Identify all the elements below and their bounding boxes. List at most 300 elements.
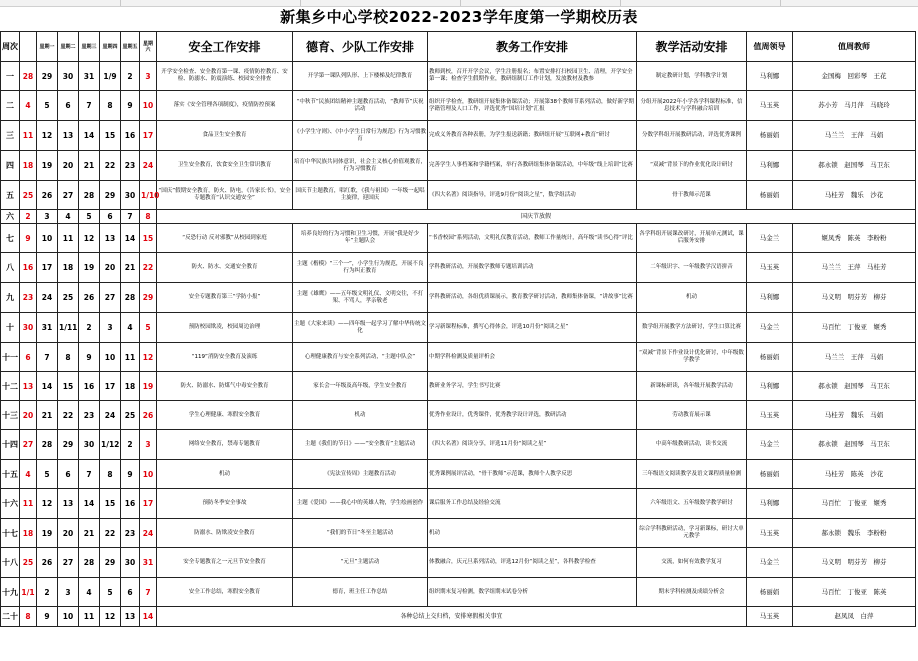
day-header: 星期六 <box>140 32 157 62</box>
date-cell: 15 <box>100 121 121 151</box>
date-cell: 2 <box>79 313 100 343</box>
date-cell: 7 <box>37 343 58 372</box>
date-cell: 7 <box>79 460 100 489</box>
duty-teacher-cell: 马桂芳 魏乐 沙花 <box>793 181 916 210</box>
date-cell: 29 <box>58 430 79 460</box>
merged-note-cell: 国庆节放假 <box>157 210 916 224</box>
moral-cell: 《宪法宣传周》主题教育活动 <box>293 460 428 489</box>
date-cell: 18 <box>121 372 140 401</box>
safety-header: 安全工作安排 <box>157 32 293 62</box>
date-cell: 14 <box>121 224 140 253</box>
date-cell: 17 <box>100 372 121 401</box>
duty-teacher-cell: 姬凤秀 陈英 李粉粉 <box>793 224 916 253</box>
duty-teacher-cell: 马桂芳 陈英 沙花 <box>793 460 916 489</box>
date-cell: 22 <box>100 151 121 181</box>
activity-cell: 劳动教育展示课 <box>637 401 747 430</box>
duty-leader-cell: 马利娜 <box>747 372 793 401</box>
safety-cell: “119”消防安全教育及演练 <box>157 343 293 372</box>
date-cell: 21 <box>37 401 58 430</box>
date-cell: 3 <box>140 430 157 460</box>
safety-cell: 安全工作总结，寒假安全教育 <box>157 578 293 607</box>
week-start-date: 8 <box>20 607 37 627</box>
activity-cell: 交流，如何有效教学复习 <box>637 548 747 578</box>
duty-teacher-cell: 郝永锁 赵国琴 马卫东 <box>793 151 916 181</box>
activity-cell: 三年级语文阅读教学及语文课程质量检测 <box>637 460 747 489</box>
week-start-date: 18 <box>20 519 37 548</box>
duty-teacher-cell: 苏小芳 马月萍 马晓玲 <box>793 91 916 121</box>
duty-leader-cell: 杨丽娟 <box>747 181 793 210</box>
week-number: 二十 <box>1 607 20 627</box>
moral-cell: 主题《大家来读》——四年级一起学习了解中华传统文化 <box>293 313 428 343</box>
moral-cell: 培养良好的行为习惯和卫生习惯，开展“我是好少年”主题队会 <box>293 224 428 253</box>
teaching-cell: 学科教研活动，各组优质课展示，教育教学研讨活动，教师集体备课，“讲故事”比赛 <box>428 283 637 313</box>
safety-cell: “反恐行动 反对邪教”从校园到家庭 <box>157 224 293 253</box>
date-cell: 21 <box>121 253 140 283</box>
date-cell: 12 <box>140 343 157 372</box>
moral-header: 德育、少队工作安排 <box>293 32 428 62</box>
safety-cell: 食品卫生安全教育 <box>157 121 293 151</box>
moral-cell: 心理健康教育与安全系列活动，“主题中队会” <box>293 343 428 372</box>
safety-cell: 学生心理健康、寒假安全教育 <box>157 401 293 430</box>
activity-cell: “双减”背景下作业设计优化研讨，中年级数学教学 <box>637 343 747 372</box>
date-cell: 28 <box>37 430 58 460</box>
duty-teacher-cell: 金国梅 回彩琴 王花 <box>793 62 916 91</box>
duty-leader-cell: 马金兰 <box>747 313 793 343</box>
duty-leader-cell: 杨丽娟 <box>747 121 793 151</box>
safety-cell: 防火、防溺水、防煤气中毒安全教育 <box>157 372 293 401</box>
week-start-date: 27 <box>20 430 37 460</box>
week-start-date: 11 <box>20 121 37 151</box>
date-cell: 21 <box>79 519 100 548</box>
date-cell: 20 <box>58 519 79 548</box>
week-number: 十九 <box>1 578 20 607</box>
date-cell: 9 <box>121 91 140 121</box>
teaching-cell: 优秀课例展评活动，“骨干教师”示范课，教师个人教学反思 <box>428 460 637 489</box>
date-cell: 31 <box>37 313 58 343</box>
safety-cell: 预防冬季安全事故 <box>157 489 293 519</box>
date-cell: 4 <box>121 313 140 343</box>
week-row <box>1 62 916 91</box>
duty-leader-cell: 马金兰 <box>747 430 793 460</box>
duty-teacher-cell: 马兰兰 王萍 马桂芳 <box>793 253 916 283</box>
week-row <box>1 578 916 607</box>
merged-note-cell: 各种总结上交归档，安排寒假相关事宜 <box>157 607 747 627</box>
date-cell: 27 <box>58 181 79 210</box>
date-cell: 16 <box>79 372 100 401</box>
week-row <box>1 313 916 343</box>
week-row <box>1 210 916 224</box>
duty-leader-cell: 马玉英 <box>747 519 793 548</box>
teaching-cell: 优秀作业设计，优秀课件，优秀教学设计评选，教研活动 <box>428 401 637 430</box>
moral-cell: 国庆节主题教育，唱红歌，《我与祖国》一年级一起唱主旋律，迎国庆 <box>293 181 428 210</box>
safety-cell: 开学安全检查、安全教育第一课、疫情防控教育、安检、防溺水、防震演练、校园安全排查 <box>157 62 293 91</box>
week-number: 十五 <box>1 460 20 489</box>
moral-cell: 主题《雄鹰》——五年级文明礼仪、文明交往，不打架、不骂人，孝亲敬老 <box>293 283 428 313</box>
week-start-date: 25 <box>20 181 37 210</box>
duty-leader-cell: 马玉英 <box>747 253 793 283</box>
week-row <box>1 91 916 121</box>
week-start-date: 20 <box>20 401 37 430</box>
safety-cell: 安全专题教育之一元旦节安全教育 <box>157 548 293 578</box>
date-cell: 8 <box>58 343 79 372</box>
safety-cell: 网络安全教育，禁毒专题教育 <box>157 430 293 460</box>
activity-cell: 分数学科组开展教研活动，评选优秀课例 <box>637 121 747 151</box>
date-cell: 15 <box>100 489 121 519</box>
week-row <box>1 224 916 253</box>
week-number: 四 <box>1 151 20 181</box>
date-cell: 5 <box>37 91 58 121</box>
date-cell: 9 <box>37 607 58 627</box>
activity-cell: 机动 <box>637 283 747 313</box>
calendar-title: 新集乡中心学校2022-2023学年度第一学期校历表 <box>280 8 638 26</box>
duty-leader-cell: 马玉英 <box>747 607 793 627</box>
date-cell: 3 <box>58 578 79 607</box>
date-cell: 7 <box>79 91 100 121</box>
date-cell: 23 <box>121 519 140 548</box>
teaching-cell: 教研业务学习，学生书写比赛 <box>428 372 637 401</box>
week-number: 十 <box>1 313 20 343</box>
date-cell: 17 <box>140 489 157 519</box>
duty-leader-cell: 马玉英 <box>747 401 793 430</box>
date-cell: 17 <box>140 121 157 151</box>
date-cell: 28 <box>79 548 100 578</box>
date-cell: 19 <box>37 151 58 181</box>
date-cell: 20 <box>100 253 121 283</box>
date-cell: 20 <box>58 151 79 181</box>
teaching-cell: 机动 <box>428 519 637 548</box>
date-cell: 26 <box>79 283 100 313</box>
activity-cell: 制定教研计划，学科教学计划 <box>637 62 747 91</box>
date-cell: 22 <box>100 519 121 548</box>
date-cell: 24 <box>37 283 58 313</box>
date-cell: 10 <box>58 607 79 627</box>
moral-cell: 培育中华民族共同体意识，社会主义核心价值观教育，行为习惯教育 <box>293 151 428 181</box>
week-row <box>1 343 916 372</box>
week-number: 一 <box>1 62 20 91</box>
date-cell: 29 <box>100 181 121 210</box>
date-cell: 1/10 <box>140 181 157 210</box>
teaching-cell: “书香校园”系列活动，文明礼仪教育活动，教师工作量统计，高年级“读书心得”评比 <box>428 224 637 253</box>
day-header: 星期四 <box>100 32 121 62</box>
date-cell: 28 <box>79 181 100 210</box>
date-cell: 29 <box>140 283 157 313</box>
duty-teacher-cell: 马义明 明芬芳 柳芬 <box>793 283 916 313</box>
date-cell: 8 <box>100 91 121 121</box>
activity-cell: 数学组开展教学方法研讨，学生口算比赛 <box>637 313 747 343</box>
teaching-cell: 组织开学检查，教研组开展集体备课活动；开展第38个教师节系列活动，做好新学期学籍管理及人口工作，评选优秀“国培计划”汇报 <box>428 91 637 121</box>
week-start-date: 16 <box>20 253 37 283</box>
duty-leader-cell: 马利娜 <box>747 283 793 313</box>
date-cell: 25 <box>121 401 140 430</box>
date-cell: 22 <box>58 401 79 430</box>
teaching-cell: 课后服务工作总结及经验交流 <box>428 489 637 519</box>
safety-cell: 机动 <box>157 460 293 489</box>
moral-cell: “我们的节日”冬至主题活动 <box>293 519 428 548</box>
duty-teacher-cell: 郝永锁 赵国琴 马卫东 <box>793 372 916 401</box>
week-number: 十一 <box>1 343 20 372</box>
duty-teacher-cell: 马兰兰 王萍 马娟 <box>793 343 916 372</box>
week-start-date: 25 <box>20 548 37 578</box>
duty-teacher-cell: 郝永锁 赵国琴 马卫东 <box>793 430 916 460</box>
week-row <box>1 372 916 401</box>
date-cell: 7 <box>121 210 140 224</box>
duty-leader-cell: 马利娜 <box>747 489 793 519</box>
moral-cell: “中秋节”民族团结精神主题教育活动，“教师节”庆祝活动 <box>293 91 428 121</box>
safety-cell: 安全专题教育第三“学防小报” <box>157 283 293 313</box>
week-number: 七 <box>1 224 20 253</box>
week-row <box>1 519 916 548</box>
date-cell: 17 <box>37 253 58 283</box>
safety-cell: 防火、防水、交通安全教育 <box>157 253 293 283</box>
week-header: 周次 <box>1 32 20 62</box>
date-cell: 16 <box>121 489 140 519</box>
date-cell: 6 <box>100 210 121 224</box>
week-number: 六 <box>1 210 20 224</box>
week-row <box>1 607 916 627</box>
teaching-cell: 《四大名著》阅读指导，评选9月份“阅读之星”，数学组活动 <box>428 181 637 210</box>
safety-cell: 预防校园欺凌，校园周边治理 <box>157 313 293 343</box>
week-row <box>1 548 916 578</box>
date-cell: 30 <box>79 430 100 460</box>
date-cell: 2 <box>121 430 140 460</box>
date-cell: 13 <box>121 607 140 627</box>
date-cell: 23 <box>79 401 100 430</box>
week-number: 十六 <box>1 489 20 519</box>
teaching-cell: 组织期末复习检测，数学组期末试卷分析 <box>428 578 637 607</box>
duty-leader-cell: 马利娜 <box>747 151 793 181</box>
week-number: 九 <box>1 283 20 313</box>
week-number: 三 <box>1 121 20 151</box>
date-cell: 24 <box>100 401 121 430</box>
date-cell: 27 <box>58 548 79 578</box>
date-cell: 19 <box>79 253 100 283</box>
date-cell: 30 <box>121 548 140 578</box>
date-cell: 10 <box>37 224 58 253</box>
activity-cell: 六年级语文、五年级数学教学研讨 <box>637 489 747 519</box>
week-start-date: 30 <box>20 313 37 343</box>
duty-teacher-cell: 马桂芳 魏乐 马娟 <box>793 401 916 430</box>
activity-cell: 各学科组开展课改研讨，开展单元测试，课后服务安排 <box>637 224 747 253</box>
week-number: 五 <box>1 181 20 210</box>
date-cell: 19 <box>140 372 157 401</box>
week-number: 二 <box>1 91 20 121</box>
duty-leader-cell: 杨丽娟 <box>747 460 793 489</box>
duty-teacher-cell: 马百忙 丁俊亚 姬秀 <box>793 489 916 519</box>
week-number: 十四 <box>1 430 20 460</box>
moral-cell: 机动 <box>293 401 428 430</box>
teaching-cell: 学科教研活动，开展数学教师专题培训活动 <box>428 253 637 283</box>
week-row <box>1 430 916 460</box>
duty-leader-cell: 杨丽娟 <box>747 578 793 607</box>
activity-cell: 综合学科教研活动，学习新课标，研讨大单元教学 <box>637 519 747 548</box>
week-row <box>1 489 916 519</box>
date-cell: 7 <box>140 578 157 607</box>
duty-leader-cell: 马玉英 <box>747 91 793 121</box>
date-cell: 6 <box>58 460 79 489</box>
date-cell: 5 <box>140 313 157 343</box>
moral-cell: 主题《楷模》“三个一”，小学生行为规范，开展不良行为纠正教育 <box>293 253 428 283</box>
date-cell: 29 <box>37 62 58 91</box>
date-cell: 11 <box>79 607 100 627</box>
date-cell: 31 <box>140 548 157 578</box>
week-start-date: 6 <box>20 343 37 372</box>
duty-teacher-cell: 马兰兰 王萍 马娟 <box>793 121 916 151</box>
week-start-date: 2 <box>20 210 37 224</box>
date-cell: 10 <box>100 343 121 372</box>
header-row <box>1 32 916 62</box>
week-start-date: 23 <box>20 283 37 313</box>
date-cell: 1/11 <box>58 313 79 343</box>
date-cell: 26 <box>37 548 58 578</box>
duty-leader-cell: 马利娜 <box>747 62 793 91</box>
teaching-cell: 教师到校，召开开学会议，学生注册报名；布置安排打扫校园卫生、清理，开学安全第一课；检查学生假期作业，教研组制订工作计划，发放教材及教参 <box>428 62 637 91</box>
moral-cell: 《小学生守则》、《中小学生日常行为规范》行为习惯教育 <box>293 121 428 151</box>
date-cell: 30 <box>58 62 79 91</box>
date-cell: 31 <box>79 62 100 91</box>
date-cell: 5 <box>79 210 100 224</box>
date-cell: 12 <box>37 121 58 151</box>
week-start-date: 18 <box>20 151 37 181</box>
teacher-header: 值周教师 <box>793 32 916 62</box>
date-cell: 24 <box>140 151 157 181</box>
date-cell: 9 <box>79 343 100 372</box>
activity-header: 教学活动安排 <box>637 32 747 62</box>
date-cell: 27 <box>100 283 121 313</box>
activity-cell: 中高年级教研活动，读书交流 <box>637 430 747 460</box>
date-cell: 22 <box>140 253 157 283</box>
moral-cell: “元旦”主题活动 <box>293 548 428 578</box>
week-number: 十二 <box>1 372 20 401</box>
date-cell: 4 <box>58 210 79 224</box>
teaching-cell: 中期学科检测及质量评析会 <box>428 343 637 372</box>
date-cell: 9 <box>121 460 140 489</box>
week-number: 八 <box>1 253 20 283</box>
date-cell: 8 <box>140 210 157 224</box>
date-cell: 15 <box>140 224 157 253</box>
duty-leader-cell: 杨丽娟 <box>747 343 793 372</box>
week-start-date: 28 <box>20 62 37 91</box>
date-cell: 14 <box>37 372 58 401</box>
date-cell: 13 <box>100 224 121 253</box>
safety-cell: 防溺水、防欺凌安全教育 <box>157 519 293 548</box>
week-start-date: 9 <box>20 224 37 253</box>
safety-cell: 落实《安全管理各项制度》，疫情防控预案 <box>157 91 293 121</box>
moral-cell: 主题《爱国》——我心中的英雄人物，学生绘画创作 <box>293 489 428 519</box>
moral-cell: 德育，班主任工作总结 <box>293 578 428 607</box>
date-cell: 11 <box>121 343 140 372</box>
moral-cell: 主题《我们的节日》——“安全教育”主题活动 <box>293 430 428 460</box>
date-cell: 11 <box>58 224 79 253</box>
date-cell: 12 <box>79 224 100 253</box>
date-cell: 12 <box>100 607 121 627</box>
date-header <box>20 32 37 62</box>
duty-teacher-cell: 郝永锁 魏乐 李粉粉 <box>793 519 916 548</box>
week-row <box>1 460 916 489</box>
duty-teacher-cell: 赵凤凤 白萍 <box>793 607 916 627</box>
week-number: 十七 <box>1 519 20 548</box>
safety-cell: 卫生安全教育，饮食安全卫生常识教育 <box>157 151 293 181</box>
teaching-cell: 体教融合，庆元旦系列活动，评选12月份“阅读之星”，各科教学检查 <box>428 548 637 578</box>
activity-cell: 骨干教师示范课 <box>637 181 747 210</box>
date-cell: 14 <box>140 607 157 627</box>
moral-cell: 家长会一年级及高年级，学生安全教育 <box>293 372 428 401</box>
date-cell: 5 <box>37 460 58 489</box>
date-cell: 25 <box>58 283 79 313</box>
date-cell: 2 <box>37 578 58 607</box>
week-number: 十三 <box>1 401 20 430</box>
date-cell: 3 <box>37 210 58 224</box>
date-cell: 23 <box>121 151 140 181</box>
week-start-date: 11 <box>20 489 37 519</box>
date-cell: 15 <box>58 372 79 401</box>
date-cell: 1/9 <box>100 62 121 91</box>
day-header: 星期二 <box>58 32 79 62</box>
date-cell: 2 <box>121 62 140 91</box>
date-cell: 16 <box>121 121 140 151</box>
day-header: 星期五 <box>121 32 140 62</box>
day-header: 星期一 <box>37 32 58 62</box>
school-calendar-table <box>0 31 916 627</box>
teaching-cell: 完成义务教育各种表册，为学生报送新籍；教研组开展“互联网+教育”研讨 <box>428 121 637 151</box>
date-cell: 13 <box>58 489 79 519</box>
week-row <box>1 121 916 151</box>
moral-cell: 开学第一课队列队形、上下楼梯及纪律教育 <box>293 62 428 91</box>
activity-cell: 分组开展2022年小学各学科课程标准，信息技术与学科融合培训 <box>637 91 747 121</box>
teaching-cell: 《四大名著》阅读分享，评选11月份“阅读之星” <box>428 430 637 460</box>
date-cell: 28 <box>121 283 140 313</box>
week-start-date: 4 <box>20 91 37 121</box>
date-cell: 3 <box>100 313 121 343</box>
date-cell: 13 <box>58 121 79 151</box>
teaching-cell: 学习新课程标准，撰写心得体会，评选10月份“阅读之星” <box>428 313 637 343</box>
date-cell: 18 <box>58 253 79 283</box>
date-cell: 14 <box>79 489 100 519</box>
activity-cell: 期末学科检测及成绩分析会 <box>637 578 747 607</box>
week-number: 十八 <box>1 548 20 578</box>
date-cell: 19 <box>37 519 58 548</box>
date-cell: 4 <box>79 578 100 607</box>
week-row <box>1 253 916 283</box>
week-row <box>1 181 916 210</box>
duty-leader-cell: 马金兰 <box>747 224 793 253</box>
date-cell: 14 <box>79 121 100 151</box>
week-start-date: 13 <box>20 372 37 401</box>
activity-cell: 新课标研读，各年级开展教学活动 <box>637 372 747 401</box>
week-start-date: 4 <box>20 460 37 489</box>
date-cell: 6 <box>58 91 79 121</box>
date-cell: 29 <box>100 548 121 578</box>
day-header: 星期三 <box>79 32 100 62</box>
date-cell: 5 <box>100 578 121 607</box>
date-cell: 21 <box>79 151 100 181</box>
date-cell: 26 <box>37 181 58 210</box>
duty-teacher-cell: 马义明 明芬芳 柳芬 <box>793 548 916 578</box>
date-cell: 30 <box>121 181 140 210</box>
date-cell: 3 <box>140 62 157 91</box>
date-cell: 10 <box>140 460 157 489</box>
date-cell: 8 <box>100 460 121 489</box>
duty-teacher-cell: 马百忙 丁俊亚 姬秀 <box>793 313 916 343</box>
date-cell: 24 <box>140 519 157 548</box>
safety-cell: “国庆”假期安全教育，防火、防电，《告家长书》，安全专题教育“认识交通安全” <box>157 181 293 210</box>
duty-leader-cell: 马金兰 <box>747 548 793 578</box>
week-row <box>1 151 916 181</box>
date-cell: 6 <box>121 578 140 607</box>
date-cell: 12 <box>37 489 58 519</box>
date-cell: 1/12 <box>100 430 121 460</box>
week-row <box>1 283 916 313</box>
activity-cell: 二年级识字、一年级教学汉语拼音 <box>637 253 747 283</box>
